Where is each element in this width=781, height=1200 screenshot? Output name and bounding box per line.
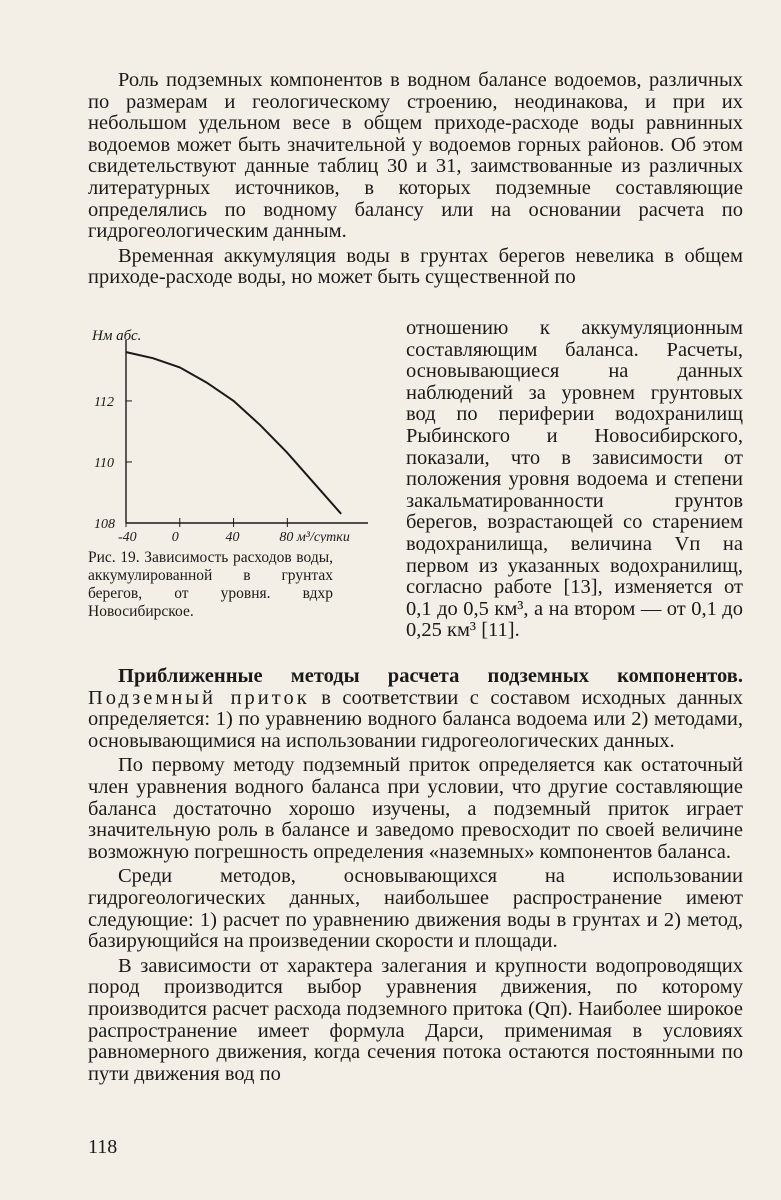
bottom-text-block: [88, 666, 743, 1085]
paragraph-first-method: По первому методу подземный приток определяется как остаточный член уравнения водного баланса при условии, что другие составляющие баланса достаточно хорошо изучены, а подземный приток играет значительную роль в балансе и заведомо превосходит по своей величине возможную погрешность определения «наземных» компонентов баланса.: [88, 754, 743, 863]
page-number: 118: [88, 1136, 118, 1158]
x-tick-label: 80 м³/сутки: [279, 530, 350, 543]
figure-and-side-text: [88, 318, 743, 663]
chart-curve: [126, 352, 341, 514]
paragraph-side-wrap: отношению к аккумуляционным составляющим баланса. Расчеты, основывающиеся на данных наблюдений за уровнем грунтовых вод по периферии водохранилищ Рыбинского и Новосибирского, показали, что в зависимости от положения уровня водоема и степени закальматированности грунтов берегов, возрастающей со старением водохранилища, величина Vп на первом из указанных водохранилищ, согласно работе [13], изменяется от 0,1 до 0,5 км³, а на втором — от 0,1 до 0,25 км³ [11].: [406, 317, 743, 642]
paragraph-role-of-underground: Роль подземных компонентов в водном балансе водоемов, различных по размерам и геологическому строению, неодинакова, и при их небольшом удельном весе в общем приходе-расходе воды равнинных водоемов может быть значительной у водоемов горных районов. Об этом свидетельствуют данные таблиц 30 и 31, заимствованные из различных литературных источников, в которых подземные составляющие определялись по водному балансу или на основании расчета по гидрогеологическим данным.: [88, 69, 743, 243]
term-underground-inflow: Подземный приток: [88, 686, 310, 709]
figure-19-chart: [88, 318, 388, 543]
paragraph-hydrogeological-methods: Среди методов, основывающихся на использовании гидрогеологических данных, наибольшее распространение имеют следующие: 1) расчет по уравнению движения воды в грунтах и 2) метод, базирующийся на произведении скорости и площади.: [88, 865, 743, 953]
section-heading: Приближенные методы расчета подземных компонентов.: [118, 665, 743, 687]
y-axis-label: Нм абс.: [92, 328, 142, 344]
paragraph-temporary-accumulation: Временная аккумуляция воды в грунтах берегов невелика в общем приходе-расходе воды, но может быть существенной по: [88, 244, 743, 289]
y-tick-label: 112: [94, 394, 114, 410]
x-tick-label: 0: [171, 530, 179, 543]
top-text-block: [88, 70, 743, 289]
y-tick-label: 110: [94, 455, 114, 471]
paragraph-darcy-formula: В зависимости от характера залегания и крупности водопроводящих пород производится выбор уравнения движения, по которому производится расчет расхода подземного притока (Qп). Наиболее широкое распространение имеет формула Дарси, применимая в условиях равномерного движения, когда сечения потока остаются постоянными по пути движения вод по: [88, 954, 743, 1085]
side-text: [406, 318, 743, 642]
x-tick-label: 40: [225, 530, 240, 543]
figure-caption: Рис. 19. Зависимость расходов воды, аккумулированной в грунтах берегов, от уровня. вдхр Новосибирское.: [88, 549, 333, 620]
figure-19: [88, 318, 388, 621]
y-tick-label: 108: [94, 517, 115, 532]
paragraph-inflow-definition: в соответствии с составом исходных данных определяется: 1) по уравнению водного баланса водоема или 2) методами, основывающимися на использовании гидрогеологических данных.: [88, 686, 743, 752]
x-tick-label: -40: [118, 530, 137, 543]
